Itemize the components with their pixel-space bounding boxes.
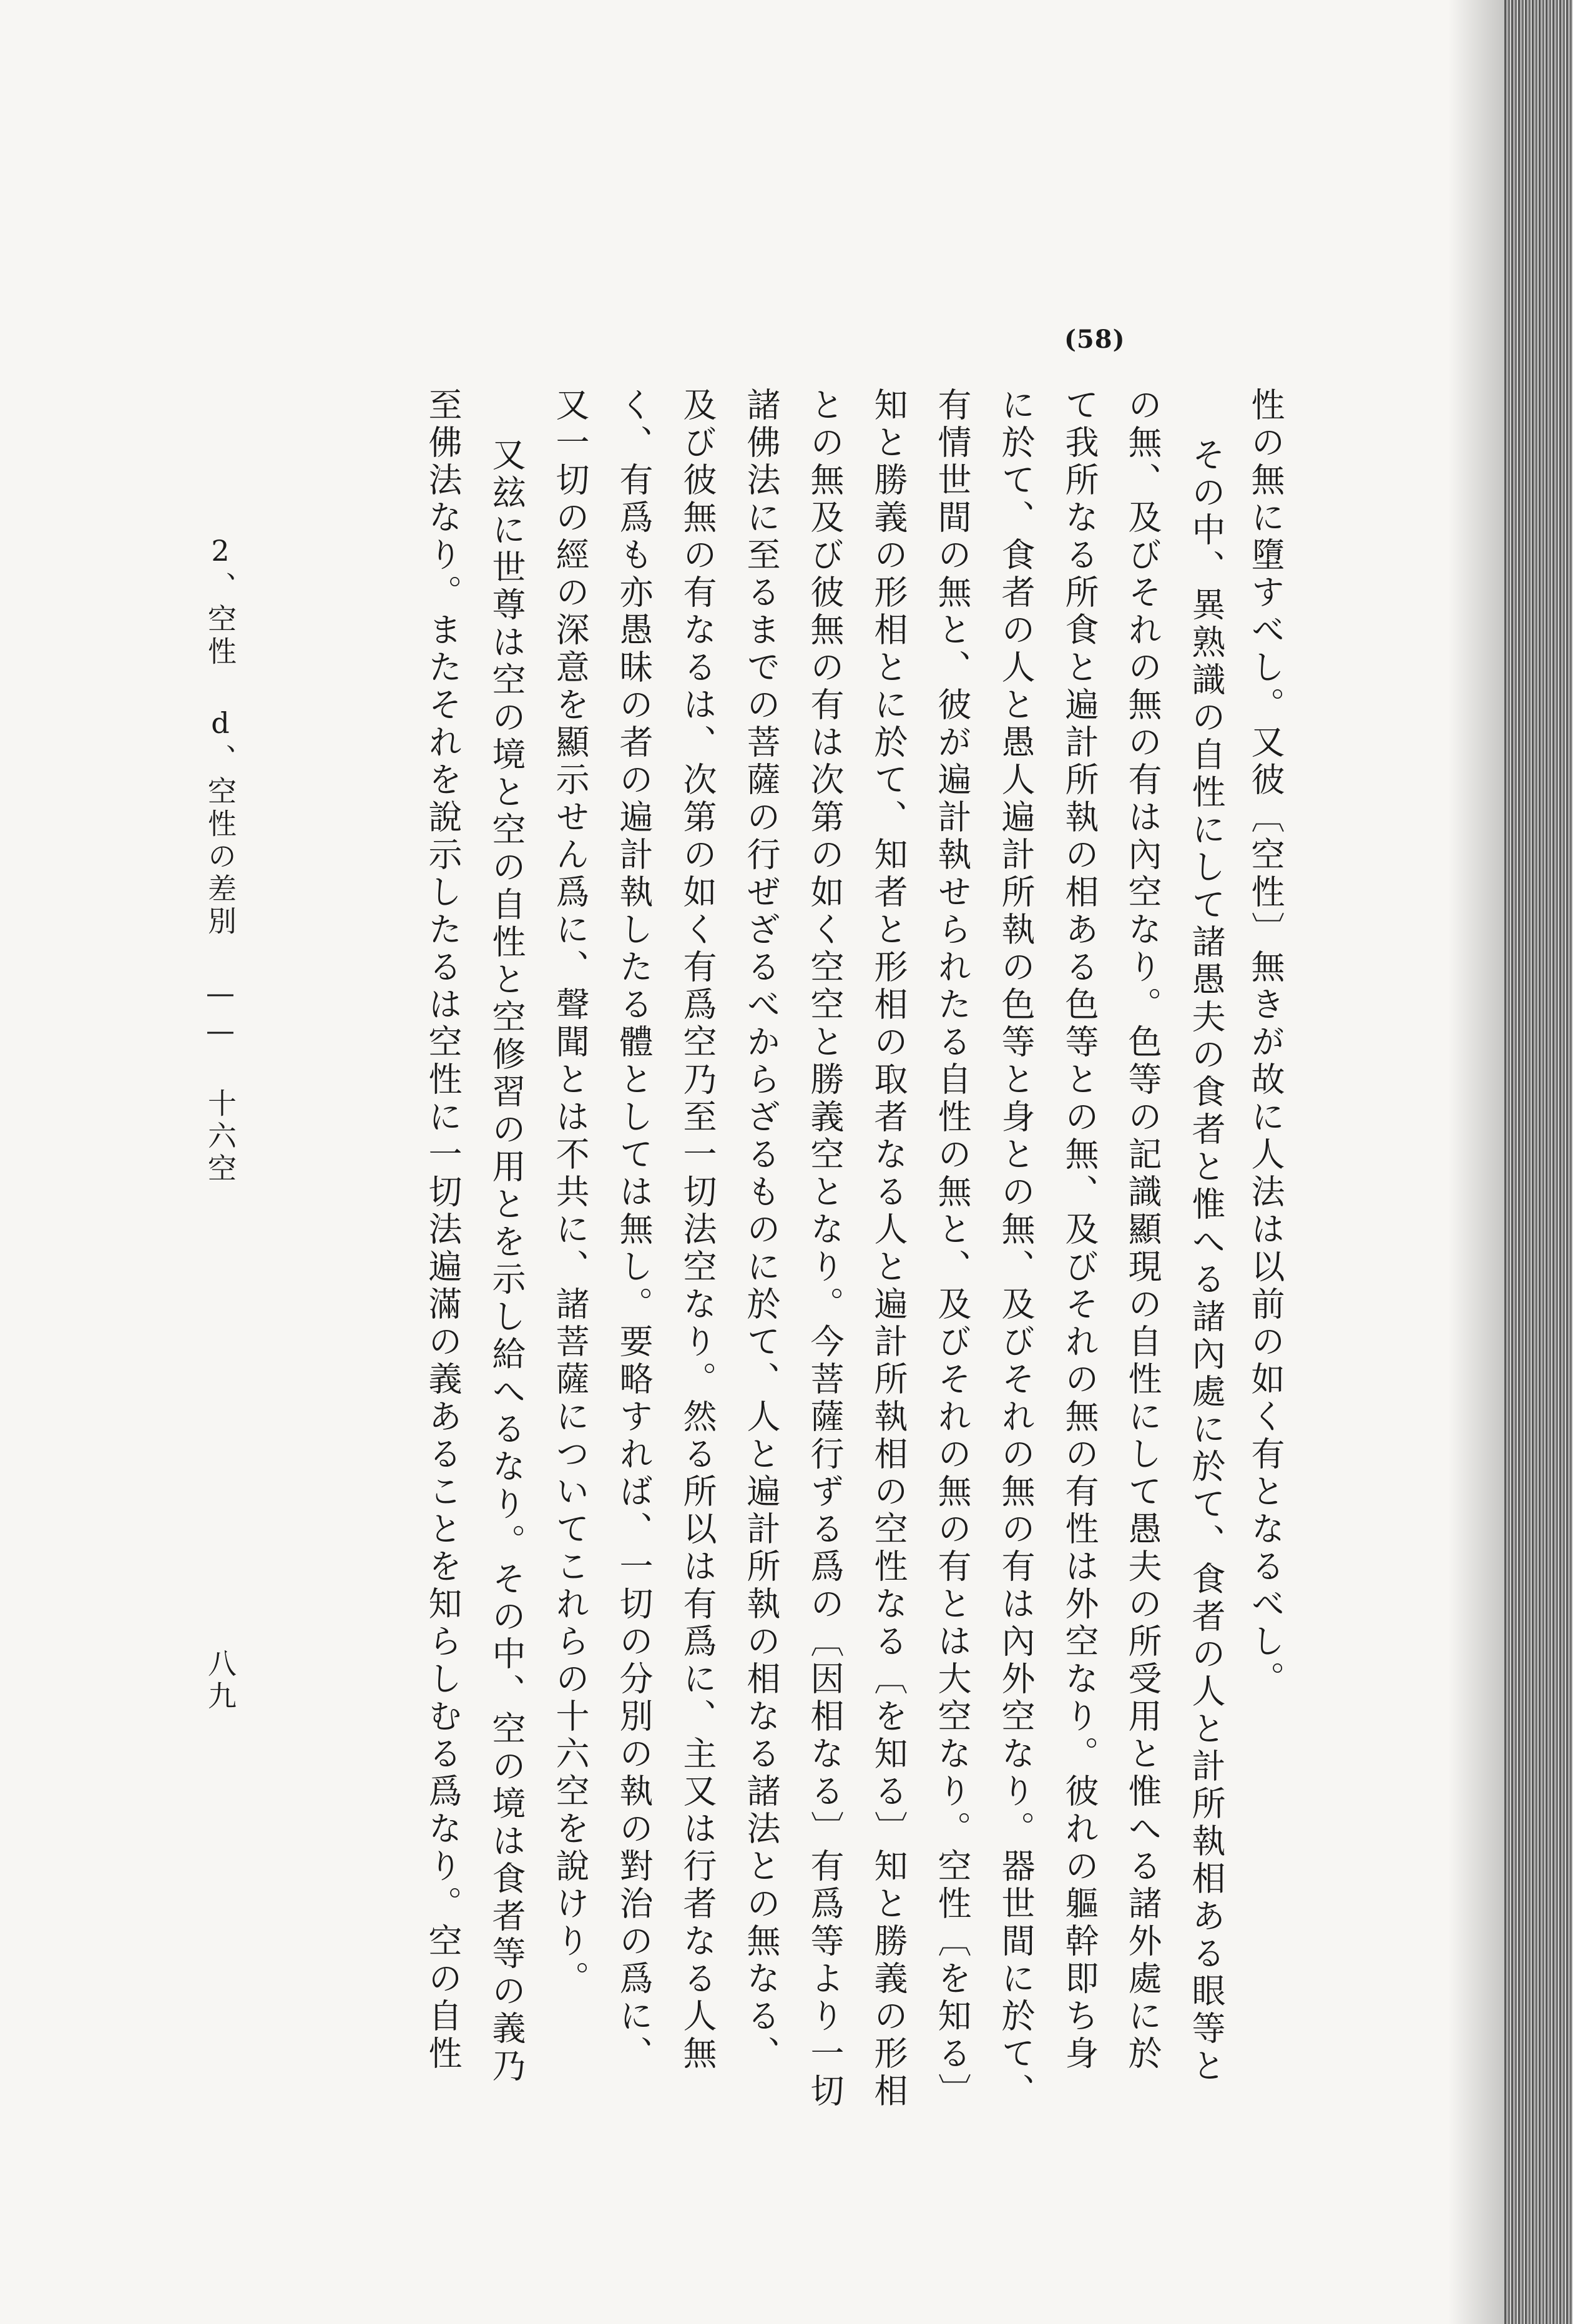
text-line-14: 至佛法なり。またそれを說示したるは空性に一切法遍滿の義あることを知らしむる爲なり。空の自性 — [423, 387, 463, 2073]
page-reference-number: (58) — [1064, 325, 1125, 354]
text-line-9: 諸佛法に至るまでの菩薩の行ぜざるべからざるものに於て、人と遍計所執の相なる諸法との無なる、 — [742, 387, 781, 2073]
text-line-6: 有情世間の無と、彼が遍計執せられたる自性の無と、及びそれの無の有とは大空なり。空性〔を知る〕 — [933, 387, 972, 2110]
running-title: 2、空性 d、空性の差別 —— 十六空 — [203, 534, 237, 1186]
text-line-2: その中、異熟識の自性にして諸愚夫の食者と惟へる諸內處に於て、食者の人と計所執相ある眼等と — [1187, 437, 1226, 2085]
text-line-4: て我所なる所食と遍計所執の相ある色等との無、及びそれの無の有性は外空なり。彼れの軀幹即ち身 — [1060, 387, 1099, 2073]
text-line-3: の無、及びそれの無の有は內空なり。色等の記識顯現の自性にして愚夫の所受用と惟へる諸外處に於 — [1123, 387, 1162, 2073]
text-line-1: 性の無に墮すべし。又彼〔空性〕無きが故に人法は以前の如く有となるべし。 — [1246, 387, 1285, 1698]
text-line-11: く、有爲も亦愚昧の者の遍計執したる體としては無し。要略すれば、一切の分別の執の對治の爲に、 — [614, 387, 654, 2073]
book-spine-shadow — [1504, 0, 1573, 2324]
text-line-10: 及び彼無の有なるは、次第の如く有爲空乃至一切法空なり。然る所以は有爲に、主又は行者なる人無 — [678, 387, 717, 2073]
text-line-13: 又玆に世尊は空の境と空の自性と空修習の用とを示し給へるなり。その中、空の境は食者等の義乃 — [487, 437, 526, 2085]
gutter-shadow — [1448, 0, 1504, 2324]
text-line-12: 又一切の經の深意を顯示せん爲に、聲聞とは不共に、諸菩薩についてこれらの十六空を說けり。 — [551, 387, 590, 1998]
page-number: 八九 — [203, 1648, 237, 1713]
text-line-5: に於て、食者の人と愚人遍計所執の色等と身との無、及びそれの無の有は內外空なり。器世間に於て、 — [996, 387, 1036, 2110]
text-line-8: との無及び彼無の有は次第の如く空空と勝義空となり。今菩薩行ずる爲の〔因相なる〕有爲等より一切 — [805, 387, 845, 2110]
text-line-7: 知と勝義の形相とに於て、知者と形相の取者なる人と遍計所執相の空性なる〔を知る〕知と勝義の形相 — [869, 387, 908, 2110]
